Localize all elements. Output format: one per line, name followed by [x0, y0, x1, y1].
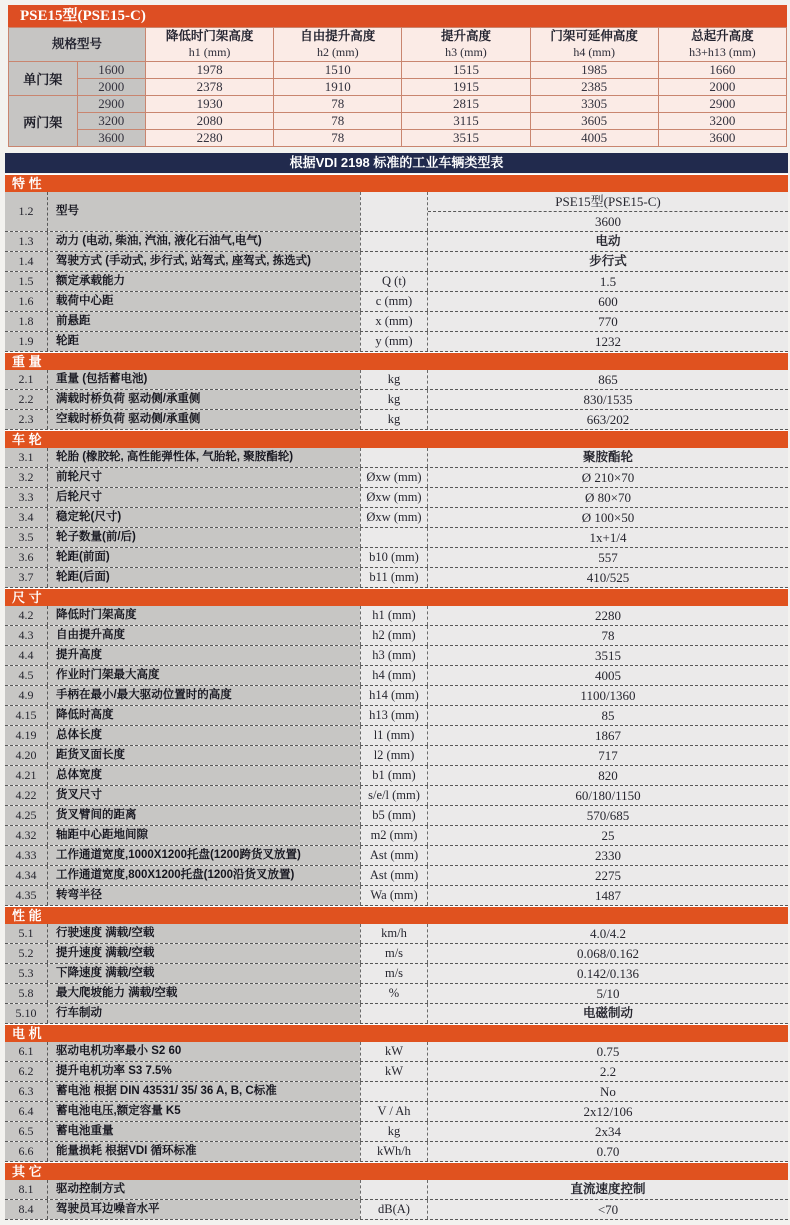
spec-row-label: 货叉尺寸: [48, 786, 360, 805]
spec-row-unit: V / Ah: [360, 1102, 428, 1121]
spec-row-value: 0.068/0.162: [576, 946, 640, 961]
spec-row-2.2: [5, 390, 788, 410]
spec-row-subvalue: 3600: [595, 214, 621, 229]
spec-row-unit: kg: [360, 370, 428, 389]
spec-row-unit: y (mm): [360, 332, 428, 351]
mast-value-cell: 3305: [530, 96, 658, 113]
spec-row-4.25: [5, 806, 788, 826]
spec-row-unit: [360, 528, 428, 547]
spec-row-label: 轮距: [48, 332, 360, 351]
spec-row-label: 驱动电机功率最小 S2 60: [48, 1042, 360, 1061]
mast-value-cell: 2900: [658, 96, 786, 113]
spec-row-value: [428, 192, 788, 231]
section-bar-other: 其 它: [5, 1162, 788, 1180]
spec-row-unit: m/s: [360, 964, 428, 983]
spec-row-unit: [360, 448, 428, 467]
spec-row-number: 4.20: [5, 746, 48, 765]
spec-row-value: 1x+1/4: [589, 530, 627, 545]
spec-row-value: 600: [598, 294, 618, 309]
section-bar-wheels: 车 轮: [5, 430, 788, 448]
spec-row-4.3: [5, 626, 788, 646]
spec-row-unit: [360, 232, 428, 251]
mast-value-cell: 1985: [530, 62, 658, 79]
mast-value-cell: 1978: [146, 62, 274, 79]
spec-row-3.2: [5, 468, 788, 488]
spec-row-number: 1.8: [5, 312, 48, 331]
spec-row-3.3: [5, 488, 788, 508]
spec-row-number: 8.4: [5, 1200, 48, 1219]
mast-value-cell: 1930: [146, 96, 274, 113]
spec-row-number: 1.5: [5, 272, 48, 291]
spec-row-label: 提升高度: [48, 646, 360, 665]
section-bar-motor: 电 机: [5, 1024, 788, 1042]
mast-value-cell: 2815: [402, 96, 530, 113]
spec-row-number: 5.2: [5, 944, 48, 963]
spec-row-value: 557: [598, 550, 618, 565]
spec-row-value: 步行式: [589, 254, 627, 268]
mast-header-name: 总起升高度: [691, 29, 754, 44]
spec-row-4.34: [5, 866, 788, 886]
spec-row-label: 货叉臂间的距离: [48, 806, 360, 825]
mast-header-name: 降低时门架高度: [165, 29, 254, 44]
spec-row-label: 降低时高度: [48, 706, 360, 725]
spec-row-4.2: [5, 606, 788, 626]
spec-row-4.20: [5, 746, 788, 766]
spec-row-value: 2280: [595, 608, 621, 623]
section-bar-performance: 性 能: [5, 906, 788, 924]
spec-row-unit: h4 (mm): [360, 666, 428, 685]
spec-row-number: 2.3: [5, 410, 48, 429]
spec-row-label: 能量损耗 根据VDI 循环标准: [48, 1142, 360, 1161]
mast-height-table-block: [8, 5, 787, 147]
model-title-bar: PSE15型(PSE15-C): [8, 5, 787, 27]
spec-row-unit: Øxw (mm): [360, 488, 428, 507]
spec-row-unit: Wa (mm): [360, 886, 428, 905]
spec-row-1.6: [5, 292, 788, 312]
mast-value-cell: 2385: [530, 79, 658, 96]
spec-row-unit: [360, 252, 428, 271]
spec-row-8.1: [5, 1180, 788, 1200]
spec-row-label: 轴距中心距地间隙: [48, 826, 360, 845]
spec-row-unit: b5 (mm): [360, 806, 428, 825]
spec-row-label: 蓄电池电压,额定容量 K5: [48, 1102, 360, 1121]
spec-row-unit: %: [360, 984, 428, 1003]
spec-row-number: 4.32: [5, 826, 48, 845]
mast-value-cell: 3200: [658, 113, 786, 130]
spec-row-value: Ø 100×50: [581, 510, 635, 525]
spec-row-5.10: [5, 1004, 788, 1024]
spec-row-value: 4005: [595, 668, 621, 683]
section-bar-dimensions: 尺 寸: [5, 588, 788, 606]
spec-row-unit: Ast (mm): [360, 846, 428, 865]
spec-row-number: 3.3: [5, 488, 48, 507]
spec-row-number: 5.1: [5, 924, 48, 943]
spec-row-3.1: [5, 448, 788, 468]
spec-row-unit: b11 (mm): [360, 568, 428, 587]
mast-value-cell: 1915: [402, 79, 530, 96]
mast-group-label: 单门架: [9, 62, 78, 96]
spec-row-unit: [360, 1082, 428, 1101]
spec-row-1.9: [5, 332, 788, 352]
mast-value-cell: 78: [274, 96, 402, 113]
spec-row-5.8: [5, 984, 788, 1004]
mast-table-header-row: [9, 28, 787, 62]
spec-row-label: 降低时门架高度: [48, 606, 360, 625]
mast-value-cell: 1515: [402, 62, 530, 79]
section-bar-features: 特 性: [5, 174, 788, 192]
spec-sheet-page: [0, 5, 790, 1225]
spec-row-number: 5.8: [5, 984, 48, 1003]
spec-row-value: 0.142/0.136: [576, 966, 640, 981]
spec-row-4.33: [5, 846, 788, 866]
spec-row-unit: b1 (mm): [360, 766, 428, 785]
mast-header-col-4: [530, 28, 658, 62]
mast-value-cell: 4005: [530, 130, 658, 147]
spec-row-subvalue: PSE15型(PSE15-C): [428, 192, 788, 212]
spec-row-label: 驾驶方式 (手动式, 步行式, 站驾式, 座驾式, 拣选式): [48, 252, 360, 271]
spec-row-unit: h13 (mm): [360, 706, 428, 725]
spec-row-4.21: [5, 766, 788, 786]
spec-row-value: 770: [598, 314, 618, 329]
spec-row-label: 工作通道宽度,1000X1200托盘(1200跨货叉放置): [48, 846, 360, 865]
section-bar-weight: 重 量: [5, 352, 788, 370]
spec-row-value: 2.2: [599, 1064, 617, 1079]
spec-row-label: 稳定轮(尺寸): [48, 508, 360, 527]
spec-row-2.1: [5, 370, 788, 390]
mast-header-col-1: [146, 28, 274, 62]
spec-row-value: Ø 210×70: [581, 470, 635, 485]
spec-row-number: 4.22: [5, 786, 48, 805]
spec-row-6.1: [5, 1042, 788, 1062]
spec-row-unit: Øxw (mm): [360, 508, 428, 527]
spec-row-value: 1232: [595, 334, 621, 349]
spec-row-value: 2x12/106: [583, 1104, 633, 1119]
mast-value-cell: 2378: [146, 79, 274, 96]
spec-row-label: 转弯半径: [48, 886, 360, 905]
mast-model-cell: 1600: [77, 62, 146, 79]
spec-row-label: 轮距(前面): [48, 548, 360, 567]
spec-row-value: 电动: [595, 234, 621, 248]
spec-row-unit: b10 (mm): [360, 548, 428, 567]
mast-table-row: [9, 130, 787, 147]
spec-row-1.3: [5, 232, 788, 252]
spec-row-value: 3515: [595, 648, 621, 663]
spec-row-number: 1.4: [5, 252, 48, 271]
spec-row-unit: h3 (mm): [360, 646, 428, 665]
spec-row-label: 轮胎 (橡胶轮, 高性能弹性体, 气胎轮, 聚胺酯轮): [48, 448, 360, 467]
spec-row-number: 3.2: [5, 468, 48, 487]
mast-value-cell: 3115: [402, 113, 530, 130]
spec-row-number: 3.1: [5, 448, 48, 467]
spec-row-label: 作业时门架最大高度: [48, 666, 360, 685]
spec-row-value: 60/180/1150: [575, 788, 641, 803]
spec-row-value: 663/202: [586, 412, 630, 427]
spec-row-value: No: [600, 1084, 616, 1099]
spec-row-unit: c (mm): [360, 292, 428, 311]
spec-row-unit: km/h: [360, 924, 428, 943]
spec-row-number: 6.2: [5, 1062, 48, 1081]
spec-row-unit: Ast (mm): [360, 866, 428, 885]
mast-header-unit: h3 (mm): [445, 44, 487, 59]
mast-header-col-3: [402, 28, 530, 62]
spec-row-label: 手柄在最小/最大驱动位置时的高度: [48, 686, 360, 705]
spec-row-4.4: [5, 646, 788, 666]
mast-header-unit: h2 (mm): [316, 44, 359, 59]
spec-row-number: 4.2: [5, 606, 48, 625]
spec-row-number: 1.3: [5, 232, 48, 251]
spec-row-value: 570/685: [586, 808, 630, 823]
spec-row-number: 4.21: [5, 766, 48, 785]
spec-row-value: 直流速度控制: [570, 1182, 646, 1196]
spec-row-number: 2.1: [5, 370, 48, 389]
mast-model-cell: 3600: [77, 130, 146, 147]
mast-table-row: [9, 79, 787, 96]
spec-row-4.5: [5, 666, 788, 686]
spec-row-unit: h1 (mm): [360, 606, 428, 625]
mast-value-cell: 3605: [530, 113, 658, 130]
spec-row-4.32: [5, 826, 788, 846]
spec-row-label: 蓄电池重量: [48, 1122, 360, 1141]
spec-row-6.3: [5, 1082, 788, 1102]
spec-row-value: 1867: [595, 728, 621, 743]
spec-row-number: 2.2: [5, 390, 48, 409]
spec-row-unit: kW: [360, 1062, 428, 1081]
spec-row-number: 3.5: [5, 528, 48, 547]
spec-row-value: 717: [598, 748, 618, 763]
spec-row-label: 总体宽度: [48, 766, 360, 785]
spec-row-number: 1.2: [5, 192, 48, 231]
mast-model-cell: 2000: [77, 79, 146, 96]
spec-row-number: 4.34: [5, 866, 48, 885]
spec-row-value: 865: [598, 372, 618, 387]
spec-row-value: 0.75: [596, 1044, 620, 1059]
spec-row-number: 4.3: [5, 626, 48, 645]
spec-row-value: 4.0/4.2: [589, 926, 627, 941]
spec-row-unit: kg: [360, 1122, 428, 1141]
mast-header-unit: h1 (mm): [188, 44, 231, 59]
spec-row-value: 2275: [595, 868, 621, 883]
spec-row-1.5: [5, 272, 788, 292]
spec-row-label: 蓄电池 根据 DIN 43531/ 35/ 36 A, B, C标准: [48, 1082, 360, 1101]
spec-row-unit: Q (t): [360, 272, 428, 291]
mast-value-cell: 3600: [658, 130, 786, 147]
spec-row-value: 410/525: [586, 570, 630, 585]
mast-header-name: 门架可延伸高度: [550, 29, 638, 44]
spec-row-unit: l1 (mm): [360, 726, 428, 745]
spec-row-1.2: [5, 192, 788, 232]
spec-row-3.6: [5, 548, 788, 568]
spec-row-unit: h14 (mm): [360, 686, 428, 705]
spec-row-label: 驾驶员耳边噪音水平: [48, 1200, 360, 1219]
spec-row-unit: kg: [360, 390, 428, 409]
mast-value-cell: 1660: [658, 62, 786, 79]
spec-row-6.6: [5, 1142, 788, 1162]
spec-row-number: 4.4: [5, 646, 48, 665]
spec-row-number: 3.4: [5, 508, 48, 527]
spec-row-label: 满载时桥负荷 驱动侧/承重侧: [48, 390, 360, 409]
spec-row-number: 3.7: [5, 568, 48, 587]
spec-row-value: Ø 80×70: [585, 490, 631, 505]
spec-row-number: 6.3: [5, 1082, 48, 1101]
mast-header-col-5: [658, 28, 786, 62]
spec-row-label: 轮子数量(前/后): [48, 528, 360, 547]
mast-header-col-2: [274, 28, 402, 62]
spec-row-number: 6.6: [5, 1142, 48, 1161]
spec-row-label: 驱动控制方式: [48, 1180, 360, 1199]
spec-row-value: 25: [601, 828, 615, 843]
spec-row-number: 4.35: [5, 886, 48, 905]
spec-row-value: 0.70: [596, 1144, 620, 1159]
spec-row-number: 4.25: [5, 806, 48, 825]
spec-row-2.3: [5, 410, 788, 430]
spec-row-label: 重量 (包括蓄电池): [48, 370, 360, 389]
spec-row-1.8: [5, 312, 788, 332]
spec-row-4.19: [5, 726, 788, 746]
spec-row-value: 电磁制动: [582, 1006, 633, 1020]
spec-row-1.4: [5, 252, 788, 272]
spec-row-8.4: [5, 1200, 788, 1220]
mast-table-row: [9, 96, 787, 113]
spec-row-label: 空载时桥负荷 驱动侧/承重侧: [48, 410, 360, 429]
spec-row-number: 4.5: [5, 666, 48, 685]
spec-row-4.35: [5, 886, 788, 906]
spec-row-value: <70: [597, 1202, 619, 1217]
spec-row-label: 型号: [48, 192, 360, 231]
spec-row-6.2: [5, 1062, 788, 1082]
mast-value-cell: 2000: [658, 79, 786, 96]
mast-header-model-spec: 规格型号: [9, 28, 146, 62]
mast-value-cell: 78: [274, 130, 402, 147]
spec-row-unit: m2 (mm): [360, 826, 428, 845]
vdi-spec-table: [5, 174, 788, 1220]
mast-model-cell: 2900: [77, 96, 146, 113]
spec-row-value: 1100/1360: [580, 688, 636, 703]
spec-row-label: 行驶速度 满载/空载: [48, 924, 360, 943]
spec-row-unit: m/s: [360, 944, 428, 963]
spec-row-label: 下降速度 满载/空载: [48, 964, 360, 983]
mast-value-cell: 1510: [274, 62, 402, 79]
spec-row-label: 自由提升高度: [48, 626, 360, 645]
spec-row-number: 5.10: [5, 1004, 48, 1023]
spec-row-label: 行车制动: [48, 1004, 360, 1023]
spec-row-number: 6.4: [5, 1102, 48, 1121]
spec-row-label: 前悬距: [48, 312, 360, 331]
spec-row-unit: kWh/h: [360, 1142, 428, 1161]
spec-row-label: 距货叉面长度: [48, 746, 360, 765]
mast-table-row: [9, 62, 787, 79]
mast-header-unit: h3+h13 (mm): [689, 44, 756, 59]
spec-row-number: 6.5: [5, 1122, 48, 1141]
spec-row-number: 4.9: [5, 686, 48, 705]
spec-row-label: 最大爬坡能力 满载/空载: [48, 984, 360, 1003]
mast-value-cell: 78: [274, 113, 402, 130]
mast-header-name: 提升高度: [440, 29, 491, 44]
spec-row-label: 总体长度: [48, 726, 360, 745]
spec-row-value: 2x34: [595, 1124, 621, 1139]
spec-row-number: 4.15: [5, 706, 48, 725]
mast-model-cell: 3200: [77, 113, 146, 130]
spec-row-4.9: [5, 686, 788, 706]
mast-header-name: 自由提升高度: [300, 29, 376, 44]
spec-row-label: 动力 (电动, 柴油, 汽油, 液化石油气,电气): [48, 232, 360, 251]
spec-row-unit: x (mm): [360, 312, 428, 331]
spec-row-5.1: [5, 924, 788, 944]
spec-row-unit: dB(A): [360, 1200, 428, 1219]
mast-header-unit: h4 (mm): [573, 44, 615, 59]
mast-height-table: [8, 27, 787, 147]
spec-row-label: 额定承载能力: [48, 272, 360, 291]
mast-value-cell: 3515: [402, 130, 530, 147]
spec-row-label: 提升电机功率 S3 7.5%: [48, 1062, 360, 1081]
mast-table-row: [9, 113, 787, 130]
spec-row-number: 1.6: [5, 292, 48, 311]
spec-row-value: 2330: [595, 848, 621, 863]
spec-row-unit: l2 (mm): [360, 746, 428, 765]
spec-row-label: 轮距(后面): [48, 568, 360, 587]
spec-row-4.15: [5, 706, 788, 726]
spec-row-label: 前轮尺寸: [48, 468, 360, 487]
spec-row-label: 载荷中心距: [48, 292, 360, 311]
spec-row-number: 1.9: [5, 332, 48, 351]
spec-row-unit: kW: [360, 1042, 428, 1061]
spec-row-6.4: [5, 1102, 788, 1122]
mast-value-cell: 2080: [146, 113, 274, 130]
spec-row-value: 5/10: [596, 986, 620, 1001]
vdi-standard-banner: 根据VDI 2198 标准的工业车辆类型表: [5, 153, 788, 173]
spec-row-value: 78: [601, 628, 615, 643]
spec-row-number: 3.6: [5, 548, 48, 567]
spec-row-4.22: [5, 786, 788, 806]
spec-row-value: 85: [601, 708, 615, 723]
spec-row-unit: [360, 1180, 428, 1199]
spec-row-value: 1487: [595, 888, 621, 903]
spec-row-value: 1.5: [599, 274, 617, 289]
spec-row-value: 聚胺酯轮: [582, 450, 633, 464]
spec-row-label: 工作通道宽度,800X1200托盘(1200沿货叉放置): [48, 866, 360, 885]
spec-row-number: 4.19: [5, 726, 48, 745]
spec-row-number: 5.3: [5, 964, 48, 983]
mast-value-cell: 1910: [274, 79, 402, 96]
spec-row-5.2: [5, 944, 788, 964]
spec-row-value: 830/1535: [583, 392, 633, 407]
spec-row-unit: s/e/l (mm): [360, 786, 428, 805]
spec-row-number: 8.1: [5, 1180, 48, 1199]
spec-row-label: 后轮尺寸: [48, 488, 360, 507]
spec-row-unit: kg: [360, 410, 428, 429]
spec-row-6.5: [5, 1122, 788, 1142]
spec-row-3.7: [5, 568, 788, 588]
spec-row-3.4: [5, 508, 788, 528]
spec-row-number: 4.33: [5, 846, 48, 865]
spec-row-unit: Øxw (mm): [360, 468, 428, 487]
spec-row-number: 6.1: [5, 1042, 48, 1061]
spec-row-unit: [360, 1004, 428, 1023]
mast-value-cell: 2280: [146, 130, 274, 147]
spec-row-unit: h2 (mm): [360, 626, 428, 645]
spec-row-value: 820: [598, 768, 618, 783]
spec-row-label: 提升速度 满载/空载: [48, 944, 360, 963]
spec-row-unit: [360, 192, 428, 231]
spec-row-5.3: [5, 964, 788, 984]
mast-group-label: 两门架: [9, 96, 78, 147]
spec-row-3.5: [5, 528, 788, 548]
